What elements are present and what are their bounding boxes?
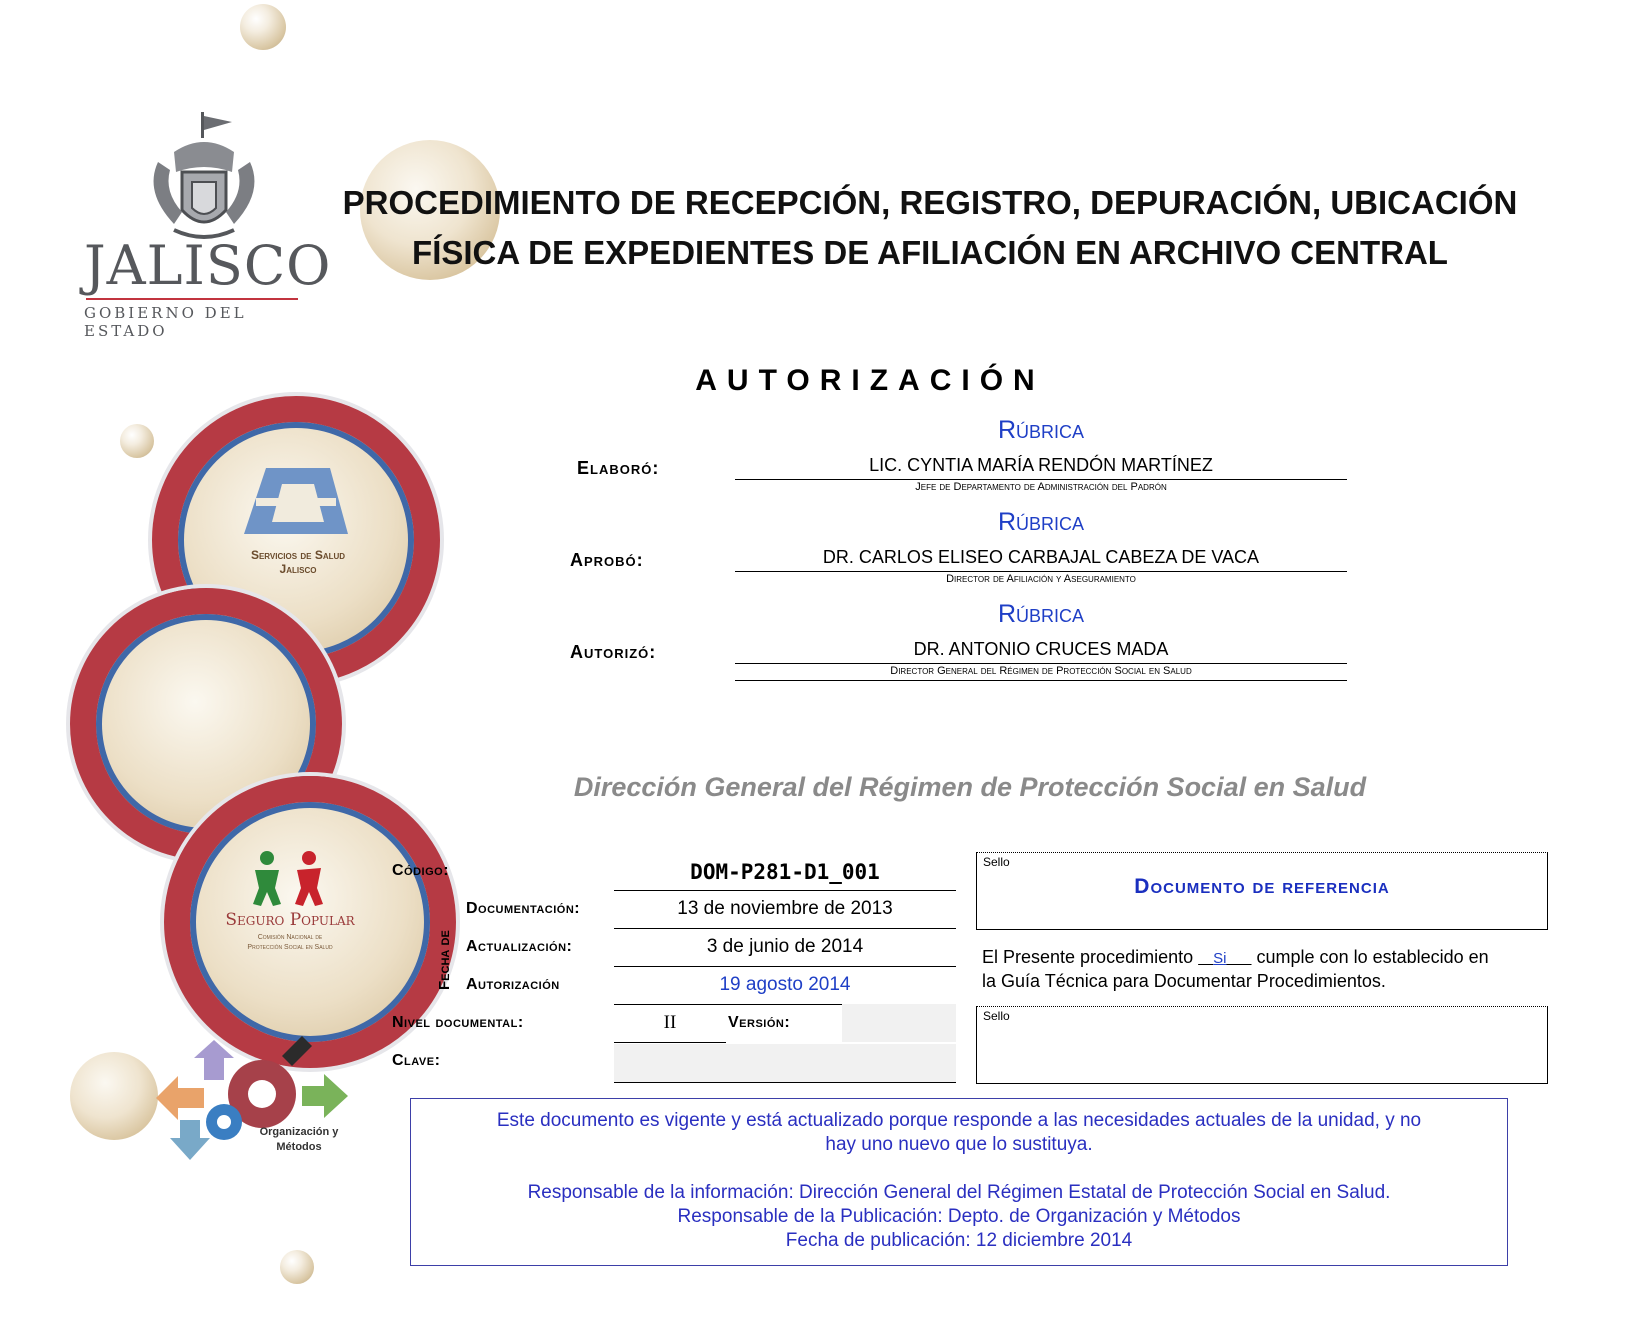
- clave-rule: [614, 1082, 956, 1083]
- organizacion-metodos-line2: Métodos: [276, 1141, 322, 1153]
- organization-name: Dirección General del Régimen de Protección Social en Salud: [573, 772, 1367, 802]
- documentacion-label: Documentación:: [466, 900, 581, 917]
- autorizo-title: Director General del Régimen de Protección Social en Salud: [890, 665, 1192, 677]
- code-label: Código:: [392, 862, 450, 879]
- note-line4: Responsable de la Publicación: Depto. de Organización y Métodos: [677, 1206, 1241, 1227]
- servicios-salud-logo: [208, 462, 388, 592]
- servicios-salud-emblem-icon: [236, 462, 356, 542]
- decor-bubble-top: [240, 4, 286, 50]
- authorization-heading: AUTORIZACIÓN: [695, 364, 1045, 397]
- validity-note-box: [410, 1098, 1508, 1266]
- decor-bubble-left: [120, 424, 154, 458]
- note-line5: Fecha de publicación: 12 diciembre 2014: [785, 1230, 1133, 1251]
- document-title-line2: FÍSICA DE EXPEDIENTES DE AFILIACIÓN EN ARCHIVO CENTRAL: [412, 234, 1448, 271]
- document-title: [340, 178, 1520, 278]
- organizacion-metodos-line1: Organización y: [259, 1126, 339, 1138]
- actualizacion-value: 3 de junio de 2014: [706, 936, 864, 957]
- jalisco-logo-title: JALISCO: [84, 234, 332, 297]
- note-line1: Este documento es vigente y está actualizado porque responde a las necesidades actuales de la unidad, y no: [496, 1110, 1422, 1131]
- compliance-before: El Presente procedimiento: [982, 947, 1194, 967]
- blank-seal-box: [976, 1006, 1548, 1084]
- aprobo-label: Aprobó:: [570, 550, 644, 570]
- documentacion-value: 13 de noviembre de 2013: [677, 898, 893, 919]
- servicios-salud-state: Jalisco: [279, 562, 317, 576]
- fecha-de-label: Fecha de: [436, 930, 453, 990]
- documentacion-rule: [614, 928, 956, 929]
- actualizacion-label: Actualización:: [466, 938, 573, 955]
- compliance-line1: [982, 946, 1552, 970]
- reference-seal-box: [976, 852, 1548, 930]
- coat-of-arms-icon: [144, 112, 264, 252]
- aprobo-rubrica: Rúbrica: [997, 508, 1085, 536]
- jalisco-logo: [84, 112, 332, 340]
- document-title-line1: PROCEDIMIENTO DE RECEPCIÓN, REGISTRO, DEPURACIÓN, UBICACIÓN: [342, 184, 1518, 221]
- nivel-documental-label: Nivel documental:: [392, 1014, 524, 1031]
- autorizo-bottom-line: [735, 680, 1347, 681]
- autorizo-rubrica: Rúbrica: [997, 600, 1085, 628]
- servicios-salud-name: Servicios de Salud: [250, 548, 346, 562]
- jalisco-logo-subtitle: GOBIERNO DEL ESTADO: [84, 304, 247, 340]
- elaboro-signature-line: [735, 479, 1347, 480]
- compliance-statement: [982, 946, 1552, 992]
- compliance-line2: la Guía Técnica para Documentar Procedimientos.: [982, 971, 1386, 991]
- compliance-after: cumple con lo establecido en: [1256, 947, 1489, 967]
- note-line2: hay uno nuevo que lo sustituya.: [825, 1134, 1093, 1155]
- decor-bubble-lower: [70, 1052, 158, 1140]
- seguro-popular-line2: Protección Social en Salud: [247, 944, 333, 951]
- autorizo-label: Autorizó:: [570, 642, 657, 662]
- aprobo-name: DR. CARLOS ELISEO CARBAJAL CABEZA DE VACA: [822, 547, 1260, 567]
- blank-seal-label: Sello: [983, 1009, 1010, 1023]
- autorizacion-label: Autorización: [466, 976, 560, 993]
- code-rule: [614, 890, 956, 891]
- elaboro-rubrica: Rúbrica: [997, 416, 1085, 444]
- actualizacion-rule: [614, 966, 956, 967]
- clave-value: [614, 1044, 956, 1082]
- elaboro-label: Elaboró:: [577, 458, 660, 478]
- version-label: Versión:: [728, 1014, 791, 1031]
- aprobo-title: Director de Afiliación y Aseguramiento: [946, 573, 1136, 585]
- autorizo-signature-line: [735, 663, 1347, 664]
- nivel-rule: [614, 1042, 726, 1043]
- elaboro-name: LIC. CYNTIA MARÍA RENDÓN MARTÍNEZ: [869, 455, 1213, 475]
- clave-label: Clave:: [392, 1052, 441, 1069]
- seguro-popular-title: Seguro Popular: [225, 910, 355, 930]
- organizacion-metodos-logo: [152, 1036, 362, 1166]
- seguro-popular-logo: [200, 850, 380, 960]
- autorizo-name: DR. ANTONIO CRUCES MADA: [913, 639, 1169, 659]
- autorizacion-value: 19 agosto 2014: [719, 974, 851, 995]
- compliance-si-value: Si: [1213, 950, 1227, 967]
- nivel-documental-value: II: [663, 1012, 677, 1033]
- seguro-popular-line1: Comisión Nacional de: [257, 934, 323, 941]
- logo-divider: [86, 298, 298, 300]
- reference-document-title: Documento de referencia: [1134, 875, 1390, 898]
- decor-bubble-bottom: [280, 1250, 314, 1284]
- elaboro-title: Jefe de Departamento de Administración del Padrón: [915, 481, 1167, 493]
- family-figures-icon: [245, 850, 335, 908]
- code-value: DOM-P281-D1_001: [690, 860, 880, 884]
- reference-seal-label: Sello: [983, 855, 1010, 869]
- note-line3: Responsable de la información: Dirección General del Régimen Estatal de Protección Social en Salud.: [527, 1182, 1391, 1203]
- aprobo-signature-line: [735, 571, 1347, 572]
- version-value: [842, 1004, 956, 1042]
